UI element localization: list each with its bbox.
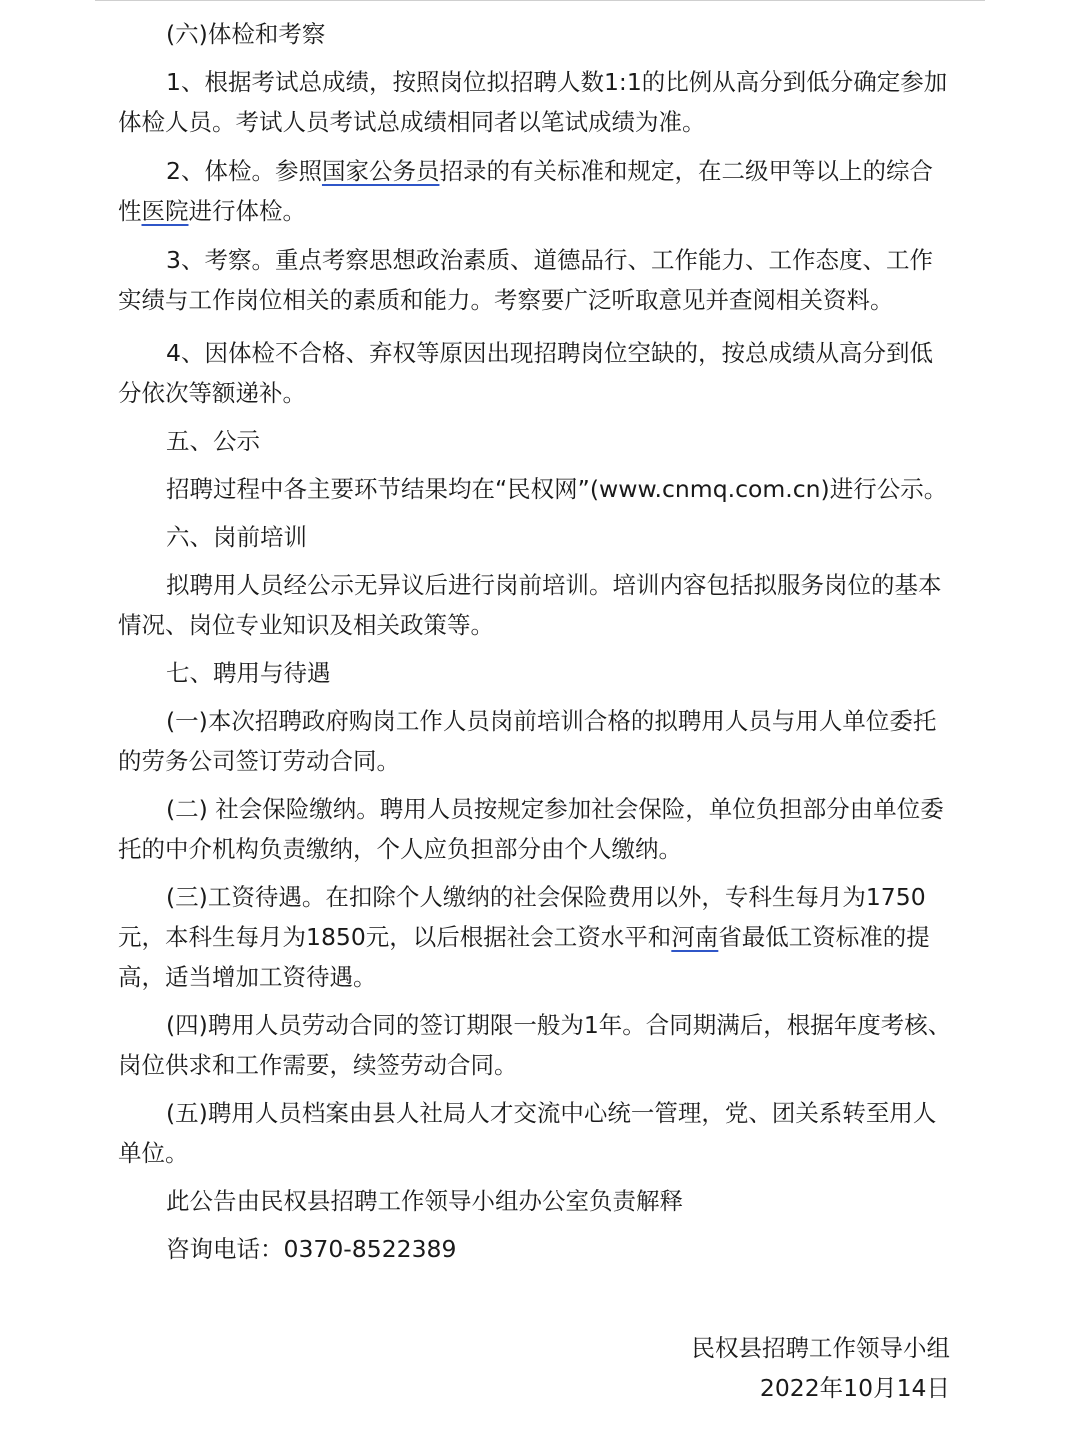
section-6-heading: (六)体检和考察 [166,20,326,48]
signature-block [692,1328,951,1408]
link-civil-servant[interactable]: 国家公务员 [321,157,440,185]
paragraph-social-insurance: (二) 社会保险缴纳。聘用人员按规定参加社会保险，单位负担部分由单位委托的中介机构负责缴纳，个人应负担部分由个人缴纳。 [118,795,944,863]
paragraph-publicity: 招聘过程中各主要环节结果均在“民权网”(www.cnmq.com.cn)进行公示。 [166,475,948,503]
paragraph-archives: (五)聘用人员档案由县人社局人才交流中心统一管理，党、团关系转至用人单位。 [118,1099,937,1167]
paragraph-vacancy-fill: 4、因体检不合格、弃权等原因出现招聘岗位空缺的，按总成绩从高分到低分依次等额递补。 [118,339,933,407]
interpretation-note: 此公告由民权县招聘工作领导小组办公室负责解释 [166,1187,683,1215]
contact-phone: 咨询电话：0370-8522389 [166,1235,457,1263]
paragraph-salary: (三)工资待遇。在扣除个人缴纳的社会保险费用以外，专科生每月为1750元，本科生每月为1850元，以后根据社会工资水平和河南省最低工资标准的提高，适当增加工资待遇。 [118,883,930,991]
heading-employment: 七、聘用与待遇 [166,659,331,687]
top-divider [95,0,985,1]
heading-publicity: 五、公示 [166,427,260,455]
link-henan[interactable]: 河南 [671,923,719,951]
signature-org: 民权县招聘工作领导小组 [691,1334,950,1362]
announcement-body [118,14,954,1269]
signature-date: 2022年10月14日 [759,1374,950,1402]
heading-training: 六、岗前培训 [166,523,307,551]
paragraph-contract-term: (四)聘用人员劳动合同的签订期限一般为1年。合同期满后，根据年度考核、岗位供求和工作需要，续签劳动合同。 [118,1011,952,1079]
link-hospital[interactable]: 医院 [141,197,189,225]
paragraph-contract: (一)本次招聘政府购岗工作人员岗前培训合格的拟聘用人员与用人单位委托的劳务公司签订劳动合同。 [118,707,937,775]
paragraph-physical-exam: 2、体检。参照国家公务员招录的有关标准和规定，在二级甲等以上的综合性医院进行体检。 [118,157,933,225]
paragraph-physical-exam-selection: 1、根据考试总成绩，按照岗位拟招聘人数1:1的比例从高分到低分确定参加体检人员。考试人员考试总成绩相同者以笔试成绩为准。 [118,68,948,136]
paragraph-training: 拟聘用人员经公示无异议后进行岗前培训。培训内容包括拟服务岗位的基本情况、岗位专业知识及相关政策等。 [118,571,942,639]
paragraph-inspection: 3、考察。重点考察思想政治素质、道德品行、工作能力、工作态度、工作实绩与工作岗位相关的素质和能力。考察要广泛听取意见并查阅相关资料。 [118,246,933,314]
